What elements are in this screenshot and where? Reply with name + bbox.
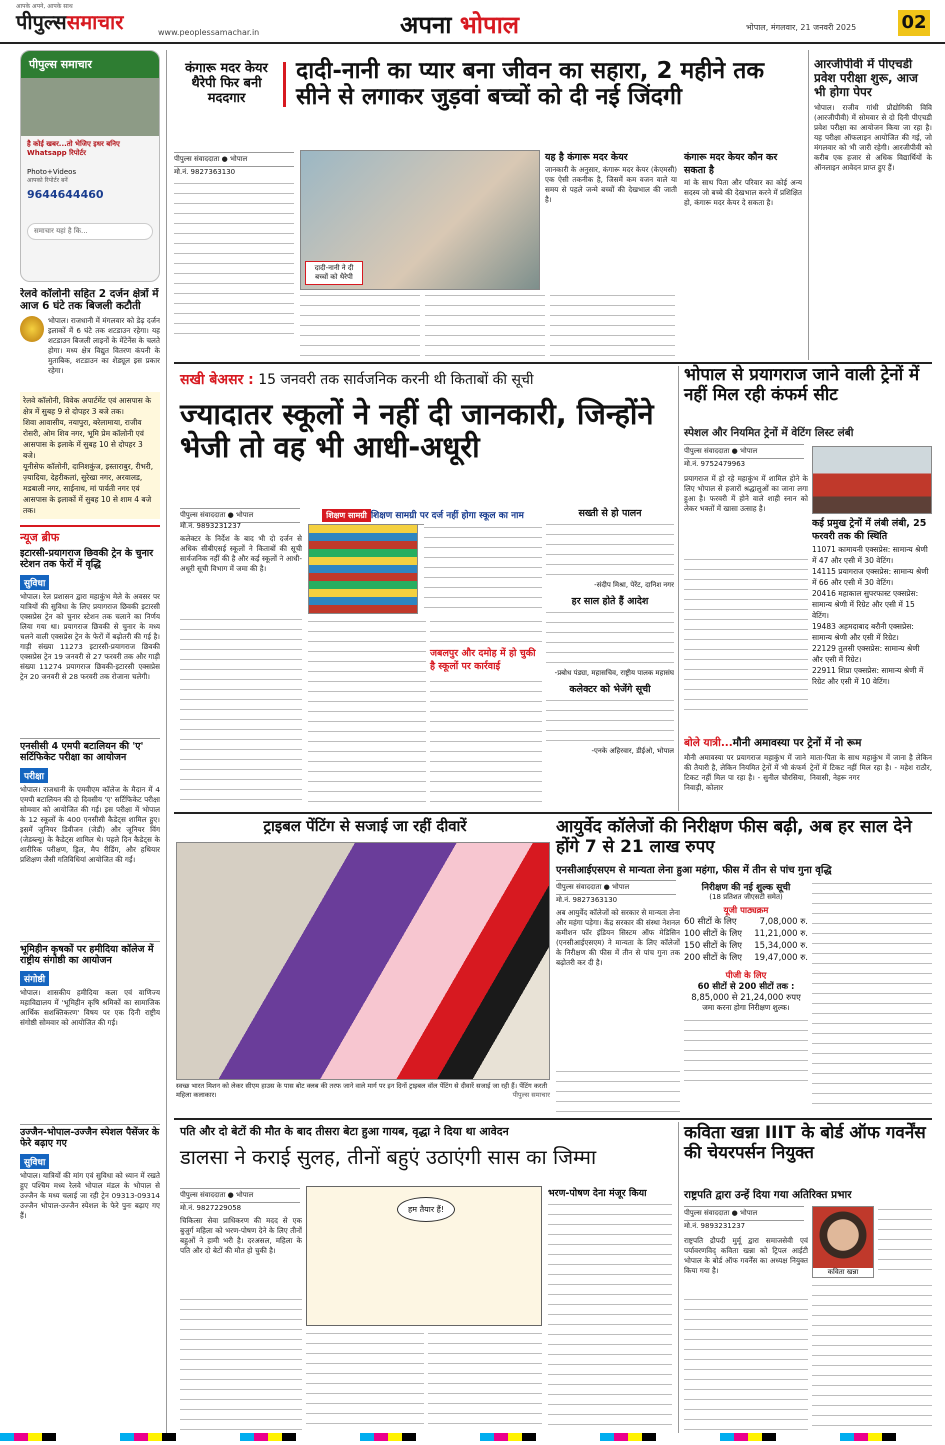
bulb-icon [20,316,44,342]
brief-tag: सुविधा [20,575,49,590]
family-body-col2 [306,1330,424,1430]
page-number: 02 [898,10,930,36]
paper-logo[interactable]: पीपुल्ससमाचार [16,10,124,34]
train-subhead: स्पेशल और नियमित ट्रेनों में वेटिंग लिस्ट लंबी [684,427,854,439]
ad-line: है कोई खबर...तो भेजिए इधर बनिए Whatsapp रिपोर्टर [27,140,120,157]
list-item: 22129 तुलसी एक्सप्रेस: सामान्य श्रेणी और एसी में रिग्रेट। [812,644,920,664]
print-color-strip [0,1433,945,1441]
ayurved-body-col [556,1068,680,1118]
books-photo [308,524,418,614]
brief-headline: उज्जैन-भोपाल-उज्जैन स्पेशल पैसेंजर के फेरे बढ़ाए गए [20,1124,160,1150]
kavita-body: राष्ट्रपति द्रौपदी मुर्मू द्वारा समाजसेवी एवं पर्यावरणविद् कविता खन्ना को ट्रिपल आईटी भोपाल के बोर्ड ऑफ गवर्नेंस का अध्यक्ष नियुक्त किया गया है। [684,1236,808,1275]
books-mobile: मो.नं. 9893231237 [180,522,242,530]
site-url[interactable]: www.peoplessamachar.in [158,28,260,37]
kavita-body-col1 [684,1296,808,1431]
table-row: 150 सीटों के लिए 15,34,000 रु. [684,941,808,951]
tribal-photo [176,842,550,1080]
list-item: 22911 शिप्रा एक्सप्रेस: सामान्य श्रेणी में रिग्रेट और एसी में 10 वेटिंग। [812,666,924,686]
section-divider [174,1118,932,1120]
brief-tag: संगोष्ठी [20,971,49,986]
brief-tag: सुविधा [20,1154,49,1169]
books-sub3: जबलपुर और दमोह में हो चुकी है स्कूलों पर कार्रवाई [430,646,542,672]
list-item: 19483 अहमदाबाद बरौनी एक्सप्रेस: सामान्य श्रेणी और एसी में रिग्रेट। [812,622,914,642]
ad-message-input[interactable]: समाचार यहां है कि... [27,223,153,240]
power-cut-list [20,392,160,519]
table-row: 60 सीटों के लिए 7,08,000 रु. [684,917,808,927]
lead-body-col1 [174,180,294,340]
brief-body: भोपाल। रेल प्रशासन द्वारा महाकुंभ मेले के अवसर पर यात्रियों की सुविधा के लिए प्रयागराज छिवकी इटारसी एक्सप्रेस ट्रेन को चुनार स्टेशन तक चलाने का निर्णय लिया गया था। प्रयागराज छिवकी से चुनार के मध्य चलने वाली एक्सप्रेस ट्रेन के फेरों में बढ़ोतरी की गई है। गाड़ी संख्या 11273 इटारसी-प्रयागराज छिवकी एक्सप्रेस ट्रेन 19 जनवरी से 27 फरवरी तक और गाड़ी संख्या 11274 प्रयागराज छिवकी-इटारसी एक्सप्रेस ट्रेन 20 जनवरी से 28 फरवरी तक रोजाना चलेगी। [20,591,160,681]
books-body: कलेक्टर के निर्देश के बाद भी दो दर्जन से अधिक सीबीएसई स्कूलों ने किताबों की सूची सार्वजनिक नहीं की है और कई स्कूलों ने आधी-अधूरी सूची विभाग में जमा की है। [180,534,302,573]
column-divider [678,366,679,811]
ayurved-subhead: एनसीआईएसएम से मान्यता लेना हुआ महंगा, फीस में तीन से पांच गुना वृद्धि [556,865,832,876]
family-headline: डालसा ने कराई सुलह, तीनों बहुएं उठाएंगी सास का जिम्मा [180,1145,597,1169]
train-photo [812,446,932,514]
kmc-side: कंगारू मदर केयर कौन कर सकता है मां के साथ पिता और परिवार का कोई अन्य सदस्य जो बच्चे की देखभाल करने में प्रशिक्षित हो, कंगारू मदर केयर दे सकता है। [684,152,802,207]
list-item: 11071 कामायनी एक्सप्रेस: सामान्य श्रेणी में 47 और एसी में 30 वेटिंग। [812,545,928,565]
brief-body: भोपाल। शासकीय हमीदिया कला एवं वाणिज्य महाविद्यालय में 'भूमिहीन कृषि श्रमिकों का सामाजिक आर्थिक सशक्तिकरण' विषय पर एक दिनी राष्ट्रीय संगोष्ठी सोमवार को आयोजित की गई। [20,987,160,1027]
books-body-col3 [308,618,426,808]
brief-body: भोपाल। यात्रियों की मांग एवं सुविधा को ध्यान में रखते हुए पश्चिम मध्य रेलवे भोपाल मंडल के भोपाल से उज्जैन के मध्य चलाई जा रही ट्रेन 09313-09314 उज्जैन भोपाल-उज्जैन स्पेशल के फेरे पुनः बढ़ाए गए हैं। [20,1170,160,1220]
ad-field-sub: आपको रिपोर्टर बनें [27,177,68,184]
train-byline: पीपुल्स संवाददाता ● भोपाल [684,444,804,459]
lead-byline: पीपुल्स संवाददाता ● भोपाल [174,152,294,167]
whatsapp-ad[interactable] [20,50,160,282]
train-mobile: मो.नं. 9752479963 [684,460,746,468]
list-item: यूनीसेफ कॉलोनी, दानिशकुंज, इस्ताराबुर, रीभरी, ज़्यादिया, देहरीकलां, सुरेखा नगर, अरवालड, मडबाली नगर, साईनाथ, मां पार्वती नगर एवं आसपास के इलाकों में सुबह 10 से शाम 4 बजे तक। [23,462,154,516]
books-body-col2 [424,524,542,614]
power-cut-headline: रेलवे कॉलोनी सहित 2 दर्जन क्षेत्रों में आज 6 घंटे तक बिजली कटौती [20,288,159,313]
lead-body-col3 [425,292,545,357]
ayurved-headline: आयुर्वेद कॉलेजों की निरीक्षण फीस बढ़ी, अब हर साल देने होंगे 7 से 21 लाख रुपए [556,817,912,857]
phd-headline: आरजीपीवी में पीएचडी प्रवेश परीक्षा शुरू, आज भी होगा पेपर [814,58,918,99]
lead-headline: दादी-नानी का प्यार बना जीवन का सहारा, 2 महीने तक सीने से लगाकर जुड़वां बच्चों को दी नई जिंदगी [296,58,764,111]
ayurved-byline: पीपुल्स संवाददाता ● भोपाल [556,880,676,895]
train-headline: भोपाल से प्रयागराज जाने वाली ट्रेनों में नहीं मिल रही कंफर्म सीट [684,365,920,405]
books-sidebar: सख्ती से हो पालन -संदीप मिश्रा, पेरेंट, दानिश नगर हर साल होते हैं आदेश -प्रबोध पंड्या, महासचिव, राष्ट्रीय पालक महासंघ कलेक्टर को भेजेंगे सूची -एनके अहिरवार, डीईओ, भोपाल [546,506,674,808]
photo-caption: दादी-नानी ने दी बच्चों को थैरेपी [305,261,363,285]
books-banner: शिक्षण सामग्री शिक्षण सामग्री पर दर्ज नहीं होगा स्कूल का नाम [308,508,538,525]
brief-headline: इटारसी-प्रयागराज छिवकी ट्रेन के चुनार स्टेशन तक फेरों में वृद्धि [20,548,154,571]
family-kicker: पति और दो बेटों की मौत के बाद तीसरा बेटा हुआ गायब, वृद्धा ने दिया था आवेदन [180,1125,509,1138]
table-row: 200 सीटों के लिए 19,47,000 रु. [684,953,808,963]
family-byline: पीपुल्स संवाददाता ● भोपाल [180,1188,300,1203]
ad-number[interactable]: 9644644460 [27,188,104,201]
books-body-col1 [180,616,302,806]
train-body-col [684,556,808,716]
kmc-box: यह है कंगारू मदर केयर जानकारी के अनुसार, कंगारू मदर केयर (केएमसी) एक ऐसी तकनीक है, जिसमें कम वजन वाले या समय से पहले जन्मे बच्चों की देखभाल की जाती है। [545,152,677,204]
column-divider [166,50,167,1435]
brief-body: भोपाल। राजधानी के एमवीएम कॉलेज के मैदान में 4 एमपी बटालियन की दो दिवसीय 'ए' सर्टिफिकेट परीक्षा सोमवार को आयोजित की गई। इस परीक्षा में भोपाल के 12 स्कूलों के 400 एनसीसी कैडेट्स शामिल हुए। इसमें जूनियर डिवीजन (जेडी) और जूनियर विंग (जेडब्ल्यू) के कैडेट्स शामिल थे। पहले दिन कैडेट्स के शारीरिक परीक्षण, ड्रिल, मैप रीडिंग, और हथियार प्रशिक्षण जैसी गतिविधियां आयोजित की गईं। [20,784,160,864]
ayurved-body-col2 [812,880,932,1110]
brief-headline: एनसीसी 4 एमपी बटालियन की 'ए' सर्टिफिकेट परीक्षा का आयोजन [20,738,160,764]
list-item: 14115 प्रयागराज एक्सप्रेस: सामान्य श्रेणी में 66 और एसी में 30 वेटिंग। [812,567,929,587]
tribal-headline: ट्राइबल पेंटिंग से सजाई जा रहीं दीवारें [263,817,467,835]
ayurved-mobile: मो.नं. 9827363130 [556,896,618,904]
column-divider [808,50,809,360]
lead-mobile: मो.नं. 9827363130 [174,168,236,176]
section-divider [174,812,932,814]
speech-bubble: हम तैयार हैं! [397,1197,455,1222]
kavita-mobile: मो.नं. 9893231237 [684,1222,746,1230]
lead-photo [300,150,540,290]
dateline: भोपाल, मंगलवार, 21 जनवरी 2025 [746,23,857,32]
left-column [20,288,160,1433]
list-item: रेलवे कॉलोनी, विवेक अपार्टमेंट एवं आसपास के क्षेत्र में सुबह 9 से दोपहर 3 बजे तक। [23,396,151,417]
kavita-body-col3 [812,1282,932,1432]
ad-photo [21,78,159,136]
books-headline: ज्यादातर स्कूलों ने नहीं दी जानकारी, जिन्होंने भेजी तो वह भी आधी-अधूरी [180,397,654,465]
tribal-caption: स्वच्छ भारत मिशन को लेकर सीएम हाउस के पास बोट क्लब की तरफ जाने वाले मार्ग पर इन दिनों ट्राइबल वॉल पेंटिंग से दीवारें सजाई जा रही हैं। पेंटिंग करती महिला कलाकार। पीपुल्स समाचार [176,1082,550,1099]
family-cartoon [306,1186,542,1326]
books-byline: पीपुल्स संवाददाता ● भोपाल [180,508,300,523]
kavita-byline: पीपुल्स संवाददाता ● भोपाल [684,1206,804,1221]
family-body-col1 [180,1296,302,1431]
lead-body-col2 [300,292,420,357]
brief-tag: परीक्षा [20,768,48,783]
brief-headline: भूमिहीन कृषकों पर हमीदिया कॉलेज में राष्ट्रीय संगोष्ठी का आयोजन [20,941,160,967]
fee-table: निरीक्षण की नई शुल्क सूची (18 प्रतिशत जीएसटी समेत) यूजी पाठ्यक्रम 60 सीटों के लिए 7,08,000 रु. 100 सीटों के लिए 11,21,000 रु. 150 सीटों के लिए 15,34,000 रु. 200 सीटों के लिए 19,47,000 रु. पीजी के लिए 60 सीटों से 200 सीटों तक : 8,85,000 से 21,24,000 रुपए जमा करना होगा निरीक्षण शुल्क। [684,880,808,1110]
lead-body-col4 [550,292,675,357]
logo-tagline: आपके अपने, आपके साथ [16,3,73,10]
section-title: अपना भोपाल [400,11,520,39]
waiting-box: कई प्रमुख ट्रेनों में लंबी लंबी, 25 फरवरी तक की स्थिति 11071 कामायनी एक्सप्रेस: सामान्य श्रेणी में 47 और एसी में 30 वेटिंग। 14115 प्रयागराज एक्सप्रेस: सामान्य श्रेणी में 66 और एसी में 30 वेटिंग। 20416 महाकाल सुपरफास्ट एक्सप्रेस: सामान्य श्रेणी में रिग्रेट और एसी में 15 वेटिंग। 19483 अहमदाबाद बरौनी एक्सप्रेस: सामान्य श्रेणी और एसी में रिग्रेट। 22129 तुलसी एक्सप्रेस: सामान्य श्रेणी और एसी में रिग्रेट। 22911 शिप्रा एक्सप्रेस: सामान्य श्रेणी में रिग्रेट और एसी में 10 वेटिंग। [812,516,932,736]
kavita-headline: कविता खन्ना IIIT के बोर्ड ऑफ गवर्नेंस की चेयरपर्सन नियुक्त [684,1123,926,1163]
kavita-photo [812,1206,874,1278]
passenger-quotes: बोले यात्री...मौनी अमावस्या पर ट्रेनों में नो रूम मौनी अमावस्या पर प्रयागराज महाकुंभ में जाने की तैयारी है, लेकिन नियमित ट्रेनों में भी कंफर्म टिकट नहीं मिल पा रहा है। - सुनील चौरसिया, निवाड़ी, कोलार माता-पिता के साथ महाकुंभ में जाना है लेकिन ट्रेनों में टिकट नहीं मिल रहा है। - महेश राठौर, निवासी, नेहरू नगर [684,737,932,792]
family-mobile: मो.नं. 9827229058 [180,1204,242,1212]
photo-caption: कविता खन्ना [813,1268,873,1277]
power-cut-body: भोपाल। राजधानी में मंगलवार को डेढ़ दर्जन इलाकों में 6 घंटे तक शटडाउन रहेगा। यह शटडाउन बिजली लाइनों के मेंटेनेंस के चलते होगा। मध्य क्षेत्र विद्युत वितरण कंपनी के मुताबिक, शटडाउन का शेड्यूल इस प्रकार रहेगा। [48,316,160,376]
phd-story [814,58,932,358]
news-brief-label: न्यूज ब्रीफ [20,525,160,545]
table-row: 100 सीटों के लिए 11,21,000 रु. [684,929,808,939]
ayurved-body: अब आयुर्वेद कॉलेजों को सरकार से मान्यता लेना और महंगा पड़ेगा। केंद्र सरकार की संस्था नेशनल कमीशन फॉर इंडियन सिस्टम ऑफ मेडिसिन (एनसीआईएसएम) ने मान्यता के लिए कॉलेजों के निरीक्षण की फीस में तीन से पांच गुना तक बढ़ोतरी कर दी है। [556,908,680,967]
masthead [0,0,945,44]
ad-title: पीपुल्स समाचार [21,51,159,78]
kavita-subhead: राष्ट्रपति द्वारा उन्हें दिया गया अतिरिक्त प्रभार [684,1189,852,1201]
list-item: 20416 महाकाल सुपरफास्ट एक्सप्रेस: सामान्य श्रेणी में रिग्रेट और एसी में 15 वेटिंग। [812,589,919,620]
column-divider [678,1122,679,1435]
train-body: प्रयागराज में हो रहे महाकुंभ में शामिल होने के लिए भोपाल से हजारों श्रद्धालुओं का जाना लगा हुआ है। फरवरी में होने वाले शाही स्नान को लेकर भक्तों में खासा उत्साह है। [684,474,808,513]
family-body-col3 [428,1330,542,1430]
list-item: शिवा आवासीय, नयापुरा, बरेलामाया, राजीव रोसरी, ओम शिव नगर, भूमि प्रेम कॉलोनी एवं आसपास के इलाके में सुबह 10 से दोपहर 3 बजे। [23,418,144,461]
ad-field-label: Photo+Videos [27,168,77,176]
books-kicker: सखी बेअसर : 15 जनवरी तक सार्वजनिक करनी थी किताबों की सूची [180,372,534,388]
phd-body: भोपाल। राजीव गांधी प्रौद्योगिकी विवि (आरजीपीवी) में सोमवार से दो दिनी पीएचडी प्रवेश परीक्षा का आयोजन किया जा रहा है। यह परीक्षा ऑफलाइन आयोजित की गई, जो मंगलवार को भी जारी रहेगी। आरजीपीवी को करीब एक हजार से अधिक विद्यार्थियों के ऑनलाइन आवेदन प्राप्त हुए हैं। [814,103,932,173]
section-divider [174,362,932,364]
family-body: चिकित्सा सेवा प्राधिकरण की मदद से एक बुजुर्ग महिला को भरण-पोषण देने के लिए तीनों बहुओं ने हामी भरी है। दरअसल, महिला के पति और दो बेटों की मौत हो चुकी है। [180,1216,302,1255]
lead-kicker: कंगारू मदर केयर थैरेपी फिर बनी मददगार [174,62,286,107]
kavita-body-col2 [878,1206,932,1278]
family-side: भरण-पोषण देना मंजूर किया [548,1186,672,1431]
